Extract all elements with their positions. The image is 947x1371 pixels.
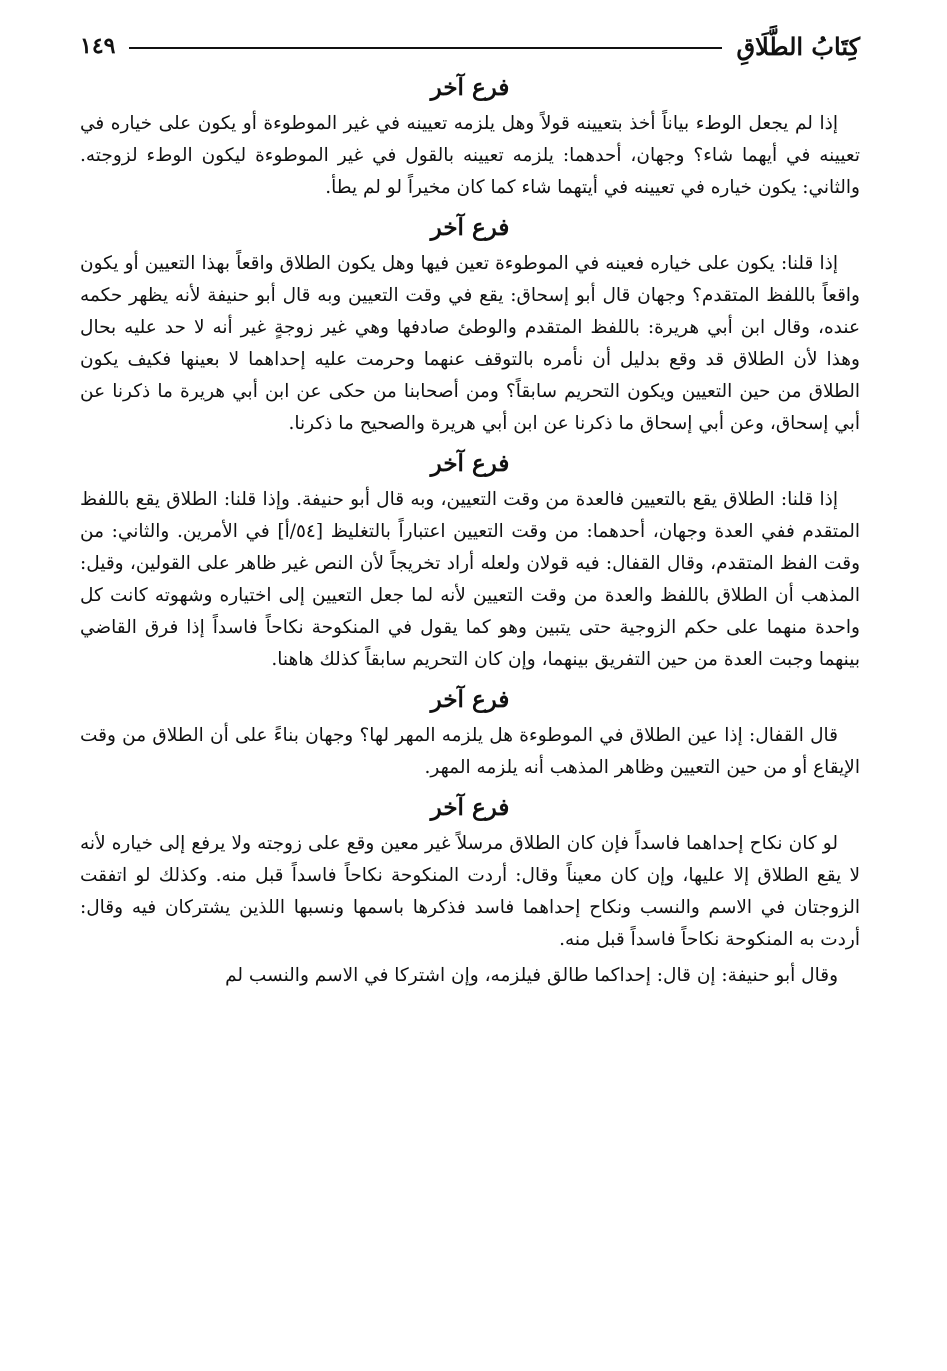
section-5 <box>80 788 860 956</box>
book-page <box>80 28 860 992</box>
section-2 <box>80 208 860 440</box>
section-3 <box>80 444 860 676</box>
page-number: ١٤٩ <box>80 33 116 59</box>
section-4 <box>80 680 860 784</box>
paragraph: إذا قلنا: الطلاق يقع بالتعيين فالعدة من وقت التعيين، وبه قال أبو حنيفة. وإذا قلنا: الطلاق يقع باللفظ المتقدم ففي العدة وجهان، أحدهما: من وقت التعيين اعتباراً بالتغليظ [٥٤/أ] في الأمرين. والثاني: من وقت الفظ المتقدم، وقال القفال: فيه قولان ولعله أراد تخريجاً لأن النص غير ظاهر على القولين، وقيل: المذهب أن الطلاق باللفظ والعدة من وقت التعيين لأنه لما جعل التعيين إلى اختياره وشهوته كانت كل واحدة منهما على حكم الزوجية حتى يتبين وهو كما يقول في المنكوحة نكاحاً فاسداً إذا فرق القاضي بينهما وجبت العدة من حين التفريق بينهما، وإن كان التحريم سابقاً كذلك هاهنا. <box>80 489 860 670</box>
paragraph: قال القفال: إذا عين الطلاق في الموطوءة هل يلزمه المهر لها؟ وجهان بناءً على أن الطلاق من وقت الإيقاع أو من حين التعيين وظاهر المذهب أنه يلزمه المهر. <box>80 725 860 778</box>
paragraph: إذا قلنا: يكون على خياره فعينه في الموطوءة تعين فيها وهل يكون الطلاق واقعاً بهذا التعيين أو يكون واقعاً باللفظ المتقدم؟ وجهان قال أبو إسحاق: يقع في وقت التعيين وبه قال أبو حنيفة لأنه يظهر حكمه عنده، وقال ابن أبي هريرة: باللفظ المتقدم والوطئ صادفها وهي غير زوجةٍ غير أنه لا حد عليه بحال وهذا لأن الطلاق قد وقع بدليل أن نأمره بالتوقف عنهما وحرمت عليه إحداهما لا بعينها فكيف يكون الطلاق من حين التعيين ويكون التحريم سابقاً؟ ومن أصحابنا من حكى عن ابن أبي هريرة ما ذكرنا عن أبي إسحاق، وعن أبي إسحاق ما ذكرنا عن ابن أبي هريرة والصحيح ما ذكرنا. <box>80 253 860 434</box>
final-paragraph: وقال أبو حنيفة: إن قال: إحداكما طالق فيلزمه، وإن اشتركا في الاسم والنسب لم <box>225 965 838 986</box>
section-1 <box>80 68 860 204</box>
book-title: كِتَابُ الطَّلَاقِ <box>736 31 860 61</box>
section-heading: فرع آخر <box>430 686 510 713</box>
section-heading: فرع آخر <box>430 214 510 241</box>
paragraph: لو كان نكاح إحداهما فاسداً فإن كان الطلاق مرسلاً غير معين وقع على زوجته ولا يرفع إلى خياره لأنه لا يقع الطلاق إلا عليها، وإن كان معيناً وقال: أردت المنكوحة نكاحاً فاسداً قبل منه. وكذلك لو اتفقت الزوجتان في الاسم والنسب ونكاح إحداهما فاسد فذكرها باسمها ونسبها اللذين يشتركان فيه وقال: أردت به المنكوحة نكاحاً فاسداً قبل منه. <box>80 833 860 950</box>
running-header <box>80 28 860 64</box>
section-heading: فرع آخر <box>430 450 510 477</box>
paragraph: إذا لم يجعل الوطء بياناً أخذ بتعيينه قولاً وهل يلزمه تعيينه في غير الموطوءة أو يكون على خياره في تعيينه في أيهما شاء؟ وجهان، أحدهما: يلزمه تعيينه بالقول في غير الموطوءة ليكون الوطء لزوجته. والثاني: يكون خياره في تعيينه في أيتهما شاء كما كان مخيراً لو لم يطأ. <box>80 113 860 198</box>
section-heading: فرع آخر <box>430 794 510 821</box>
section-heading: فرع آخر <box>430 74 510 101</box>
header-rule <box>129 47 722 49</box>
